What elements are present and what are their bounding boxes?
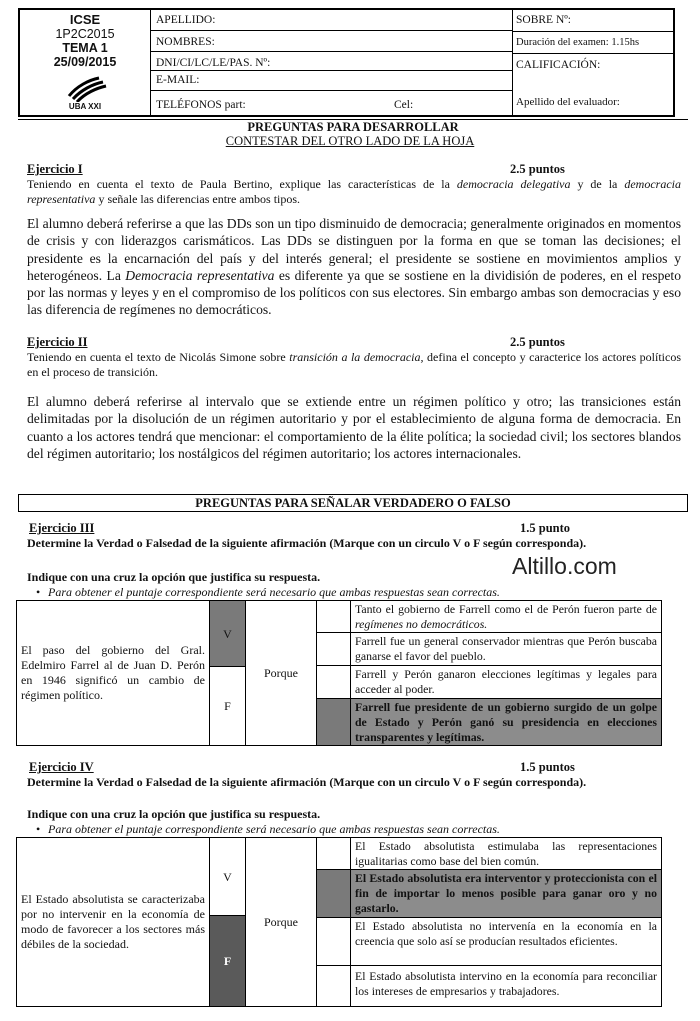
ex1-prompt-italic: democracia representativa [27,177,681,206]
ex3-checkbox-3[interactable] [317,666,351,699]
calificacion-field[interactable]: CALIFICACIÓN: [516,59,601,71]
ex3-title: Ejercicio III [29,521,95,535]
student-fields [150,10,513,115]
exam-header [18,8,675,117]
ex3-option-3: Farrell y Perón ganaron elecciones legítimas y legales para acceder al poder. [351,666,661,699]
ex4-statement [17,838,210,1006]
ex4-option-2: El Estado absolutista era interventor y proteccionista con el fin de importar lo menos posible para ganar oro y no gastarlo. [351,870,661,918]
ex2-title: Ejercicio II [27,335,88,349]
ex2-prompt-part: defina el concepto y caracterice los actores políticos en el proceso de transición. [27,350,681,379]
ex3-instruction1: Determine la Verdad o Falsedad de la siguiente afirmación (Marque con un circulo V o F según corresponda). [27,536,587,550]
ex3-statement [17,601,210,745]
section-vf-title: PREGUNTAS PARA SEÑALAR VERDADERO O FALSO [18,494,688,512]
ex4-option-v[interactable]: V [210,838,246,916]
grading-fields [512,10,673,115]
ex1-title: Ejercicio I [27,162,83,176]
ex2-prompt-part: Teniendo en cuenta el texto de Nicolás Simone sobre [27,350,290,364]
ex3-points: 1.5 punto [520,521,571,535]
ex1-prompt-italic: democracia delegativa [456,177,571,191]
section-desarrollar-subtitle: CONTESTAR DEL OTRO LADO DE LA HOJA [225,134,475,148]
ex4-table [16,837,662,1007]
ex2-prompt-italic: transición a la democracia, [289,350,424,364]
field-dni[interactable]: DNI/CI/LC/LE/PAS. Nº: [150,52,512,71]
ex4-checkbox-2[interactable] [317,870,351,918]
ex4-checkbox-3[interactable] [317,918,351,966]
ex4-option-4: El Estado absolutista intervino en la economía para reconciliar los intereses de empresarios y trabajadores. [355,969,657,998]
header-course-info [20,10,151,115]
ex4-porque: Porque [246,838,317,1006]
bullet-icon: • [36,822,41,836]
ex4-title: Ejercicio IV [29,760,94,774]
ex3-option-v[interactable]: V [210,601,246,667]
ex3-option-1-italic: regímenes no democráticos. [355,617,488,631]
exam-date: 25/09/2015 [53,55,117,69]
ex3-option-1 [351,601,661,633]
ex1-answer [27,215,681,319]
ex3-option-1-text: Tanto el gobierno de Farrell como el de Perón fueron parte de [355,602,657,616]
logo-text: UBA XXI [68,102,102,111]
tema-label: TEMA 1 [62,41,108,55]
ex3-instruction2: Indique con una cruz la opción que justifica su respuesta. [27,570,321,584]
ex3-option-f[interactable]: F [210,667,246,745]
ex4-checkbox-4[interactable] [317,966,351,1006]
ex4-instruction2: Indique con una cruz la opción que justifica su respuesta. [27,807,321,821]
ex4-statement-text: El Estado absolutista se caracterizaba por no intervenir en la economía de modo de favorecer a los sectores más débiles de la sociedad. [21,892,205,951]
telefonos-label: TELÉFONOS part: [156,99,246,111]
ex1-answer-part: es diferente ya que se sostiene en la dividisión de poderes, en el respeto por las normas y leyes y en el compromiso de los políticos con sus electores. Sin embargo ambas son democracias y eso las diferencia de regímenes no democráticos. [27,267,681,318]
watermark: Altillo.com [512,553,617,579]
duracion-label: Duración del examen: 1.15hs [512,32,673,54]
ex3-checkbox-1[interactable] [317,601,351,633]
ex1-answer-part: El alumno deberá referirse a que las DDs son un tipo disminuido de democracia; generalmente originados en momentos de crisis y con liderazgos carismáticos. Las DDs se distinguen por la forma en que se toman las decisiones; el presidente es la encarnación del país y del interés general; el presidente se sostiene en movimientos amplios y heterogéneos. La [27,216,681,283]
course-code: 1P2C2015 [55,27,115,41]
ex4-bullet: Para obtener el puntaje correspondiente será necesario que ambas respuestas sean correctas. [48,822,500,836]
ex4-option-f[interactable]: F [210,916,246,1006]
ex4-instruction1: Determine la Verdad o Falsedad de la siguiente afirmación (Marque con un circulo V o F según corresponda). [27,775,587,789]
sobre-field[interactable]: SOBRE Nº: [512,10,673,32]
ex2-points: 2.5 puntos [510,335,565,349]
ex3-bullet: Para obtener el puntaje correspondiente será necesario que ambas respuestas sean correctas. [48,585,500,599]
ex3-checkbox-4[interactable] [317,699,351,745]
ex2-answer: El alumno deberá referirse al intervalo que se extiende entre un régimen político y otro; las transiciones están delimitadas por la disolución de un régimen autoritario y por el establecimiento de alguna forma de democracia. En cuanto a los actores tendrá que mencionar: el comportamiento de la élite política; la sociedad civil; los sectores blandos del régimen autoritario; los nostálgicos del régimen autoritario; los actores internacionales. [27,394,681,461]
cel-label: Cel: [394,99,414,111]
ex4-checkbox-1[interactable] [317,838,351,870]
uba-logo-icon [63,76,107,102]
bullet-icon: • [36,585,41,599]
field-email[interactable]: E-MAIL: [150,71,512,91]
field-apellido[interactable]: APELLIDO: [150,10,512,31]
ex2-prompt [27,350,681,380]
field-telefonos[interactable] [150,91,512,115]
ex1-prompt-part: Teniendo en cuenta el texto de Paula Bertino, explique las características de la [27,177,457,191]
evaluador-field[interactable]: Apellido del evaluador: [516,96,620,108]
ex1-points: 2.5 puntos [510,162,565,176]
ex1-prompt [27,177,681,207]
ex1-answer-italic: Democracia representativa [125,267,275,283]
ex3-statement-text: El paso del gobierno del Gral. Edelmiro Farrel al de Juan D. Perón en 1946 significó un cambio de régimen político. [21,643,205,702]
institution: ICSE [69,12,101,27]
ex1-prompt-part: y señale las diferencias entre ambos tipos. [95,192,301,206]
ex3-checkbox-2[interactable] [317,633,351,666]
ex3-option-4: Farrell fue presidente de un gobierno surgido de un golpe de Estado y Perón ganó su presidencia en elecciones transparentes y legítimas. [351,699,661,745]
section-desarrollar-title: PREGUNTAS PARA DESARROLLAR [18,119,688,135]
field-nombres[interactable]: NOMBRES: [150,31,512,52]
ex4-option-1: El Estado absolutista estimulaba las representaciones igualitarias como base del bien común. [351,838,661,870]
ex3-table [16,600,662,746]
ex1-prompt-part: y de la [570,177,625,191]
ex4-option-3: El Estado absolutista no intervenía en la economía en la creencia que solo así se producían resultados eficientes. [351,918,661,966]
ex3-porque: Porque [246,601,317,745]
ex4-points: 1.5 puntos [520,760,575,774]
ex3-option-2: Farrell fue un general conservador mientras que Perón buscaba ganarse el favor del pueblo. [351,633,661,666]
